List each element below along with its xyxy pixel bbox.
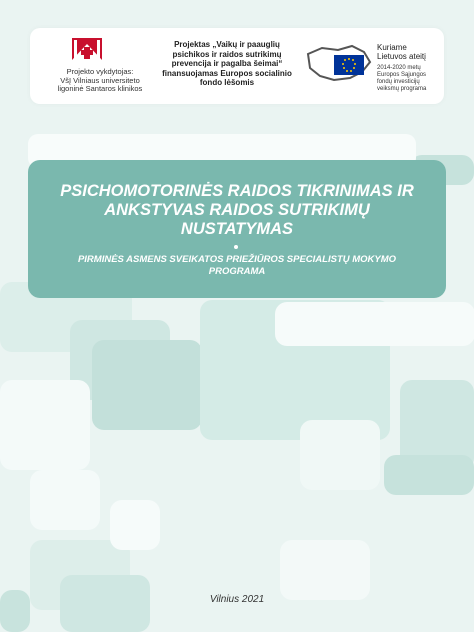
bg-square [0,380,90,470]
bg-square [30,470,100,530]
place-year: Vilnius 2021 [209,594,265,605]
eu-headline: Kuriame Lietuvos ateitį [377,43,426,61]
bg-square [384,455,474,495]
separator-dot [234,245,238,249]
project-description: Projektas „Vaikų ir paauglių psichikos ir raidos sutrikimų prevencija ir pagalba šeimai“ finansuojamas Europos socialinio fondo lėšomis [162,40,292,87]
document-title: PSICHOMOTORINĖS RAIDOS TIKRINIMAS IR ANKSTYVAS RAIDOS SUTRIKIMŲ NUSTATYMAS [60,182,414,238]
bg-square [275,302,474,346]
bg-square [300,420,380,490]
document-subtitle: PIRMINĖS ASMENS SVEIKATOS PRIEŽIŪROS SPECIALISTŲ MOKYMO PROGRAMA [77,254,397,277]
bg-square [92,340,202,430]
eu-flag-icon [334,55,364,75]
eu-programme: 2014-2020 metų Europos Sąjungos fondų investicijų veiksmų programa [377,65,427,92]
bg-square [110,500,160,550]
bg-square [280,540,370,600]
hospital-caption: Projekto vykdytojas: VšĮ Vilniaus universiteto ligoninė Santaros klinikos [57,67,143,93]
